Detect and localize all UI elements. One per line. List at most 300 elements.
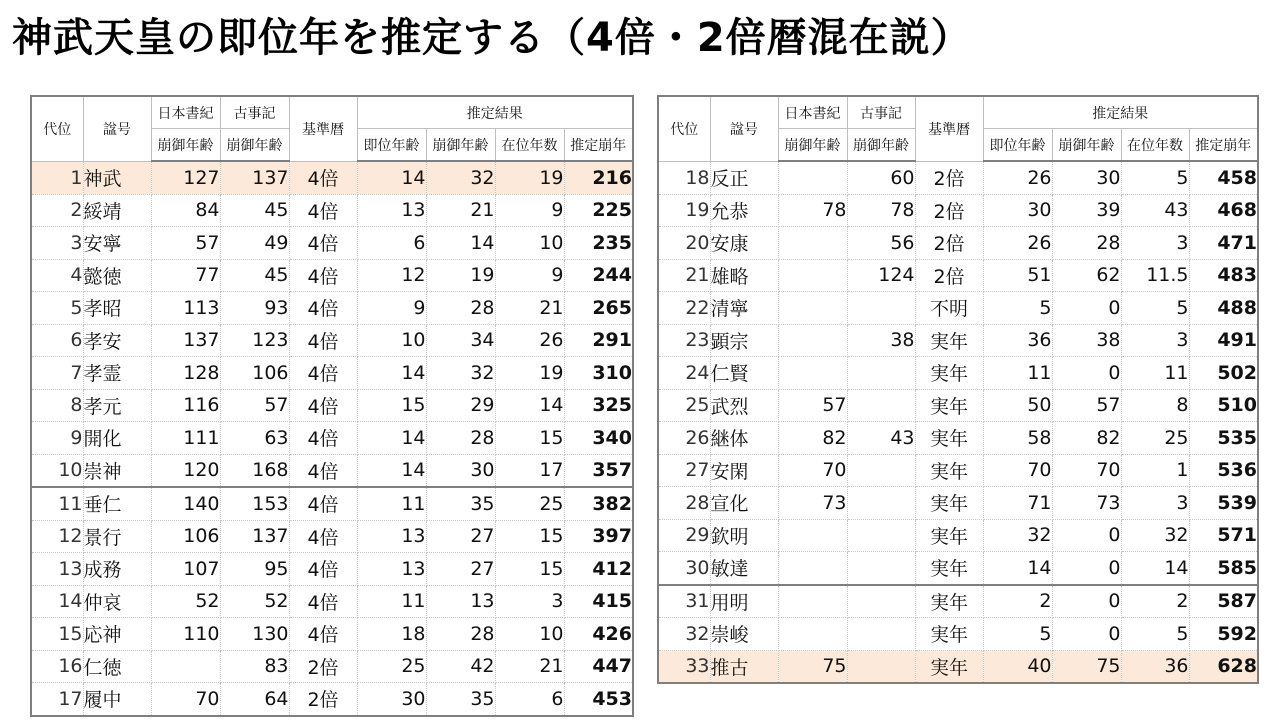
cell-nihonshoki-death-age <box>778 585 847 618</box>
left-table-body <box>31 161 633 716</box>
cell-accession-age: 11 <box>357 487 426 520</box>
header-no: 代位 <box>658 96 710 161</box>
cell-name: 孝霊 <box>83 357 151 390</box>
cell-reign-years: 36 <box>1121 650 1189 683</box>
cell-reign-years: 2 <box>1121 585 1189 618</box>
cell-kojiki-death-age: 45 <box>220 194 289 227</box>
cell-nihonshoki-death-age: 57 <box>778 389 847 422</box>
cell-no: 33 <box>658 650 710 683</box>
cell-est-death-year: 491 <box>1189 324 1258 357</box>
table-row <box>31 520 633 553</box>
cell-kojiki-death-age: 93 <box>220 292 289 325</box>
cell-accession-age: 32 <box>983 519 1052 552</box>
cell-no: 7 <box>31 357 83 390</box>
cell-no: 29 <box>658 519 710 552</box>
cell-kojiki-death-age: 137 <box>220 520 289 553</box>
cell-nihonshoki-death-age <box>151 650 220 683</box>
cell-nihonshoki-death-age <box>778 324 847 357</box>
cell-nihonshoki-death-age <box>778 618 847 651</box>
cell-name: 神武 <box>83 161 151 194</box>
cell-kojiki-death-age: 49 <box>220 227 289 260</box>
cell-death-age: 62 <box>1052 259 1121 292</box>
cell-accession-age: 14 <box>983 552 1052 585</box>
cell-est-death-year: 412 <box>564 553 633 586</box>
header-no: 代位 <box>31 96 83 161</box>
cell-name: 仲哀 <box>83 585 151 618</box>
cell-name: 仁賢 <box>710 357 778 390</box>
header-base: 基準暦 <box>289 96 357 161</box>
cell-no: 4 <box>31 259 83 292</box>
cell-est-death-year: 216 <box>564 161 633 194</box>
cell-name: 成務 <box>83 553 151 586</box>
cell-est-death-year: 471 <box>1189 227 1258 260</box>
cell-kojiki-death-age: 95 <box>220 553 289 586</box>
cell-reign-years: 3 <box>1121 324 1189 357</box>
table-row <box>658 618 1258 651</box>
cell-base: 4倍 <box>289 292 357 325</box>
cell-no: 31 <box>658 585 710 618</box>
cell-name: 継体 <box>710 422 778 455</box>
cell-death-age: 57 <box>1052 389 1121 422</box>
table-row <box>31 161 633 194</box>
cell-no: 25 <box>658 389 710 422</box>
table-row <box>31 553 633 586</box>
cell-kojiki-death-age: 153 <box>220 487 289 520</box>
cell-est-death-year: 340 <box>564 422 633 455</box>
cell-name: 推古 <box>710 650 778 683</box>
cell-accession-age: 15 <box>357 389 426 422</box>
cell-kojiki-death-age <box>847 552 915 585</box>
cell-base: 4倍 <box>289 487 357 520</box>
cell-est-death-year: 325 <box>564 389 633 422</box>
cell-est-death-year: 426 <box>564 618 633 651</box>
table-row <box>658 519 1258 552</box>
cell-est-death-year: 483 <box>1189 259 1258 292</box>
cell-reign-years: 10 <box>495 618 564 651</box>
cell-name: 武烈 <box>710 389 778 422</box>
cell-kojiki-death-age: 106 <box>220 357 289 390</box>
cell-no: 19 <box>658 194 710 227</box>
cell-kojiki-death-age: 43 <box>847 422 915 455</box>
cell-death-age: 82 <box>1052 422 1121 455</box>
cell-nihonshoki-death-age <box>778 161 847 194</box>
header-reign-years: 在位年数 <box>1121 129 1189 162</box>
cell-est-death-year: 265 <box>564 292 633 325</box>
cell-base: 実年 <box>915 357 983 390</box>
cell-kojiki-death-age: 56 <box>847 227 915 260</box>
cell-est-death-year: 357 <box>564 454 633 487</box>
cell-accession-age: 51 <box>983 259 1052 292</box>
header-nihonshoki-death-age: 崩御年齢 <box>778 129 847 162</box>
cell-est-death-year: 291 <box>564 324 633 357</box>
header-result: 推定結果 <box>357 96 633 129</box>
cell-name: 孝元 <box>83 389 151 422</box>
table-row <box>658 324 1258 357</box>
header-result: 推定結果 <box>983 96 1258 129</box>
cell-nihonshoki-death-age: 127 <box>151 161 220 194</box>
cell-reign-years: 11 <box>1121 357 1189 390</box>
cell-death-age: 30 <box>1052 161 1121 194</box>
header-kojiki-death-age: 崩御年齢 <box>847 129 915 162</box>
cell-death-age: 39 <box>1052 194 1121 227</box>
cell-no: 20 <box>658 227 710 260</box>
cell-death-age: 75 <box>1052 650 1121 683</box>
cell-kojiki-death-age: 63 <box>220 422 289 455</box>
cell-accession-age: 14 <box>357 161 426 194</box>
cell-base: 実年 <box>915 389 983 422</box>
cell-nihonshoki-death-age: 84 <box>151 194 220 227</box>
cell-reign-years: 1 <box>1121 454 1189 487</box>
cell-accession-age: 58 <box>983 422 1052 455</box>
cell-kojiki-death-age: 38 <box>847 324 915 357</box>
cell-nihonshoki-death-age <box>778 552 847 585</box>
cell-base: 4倍 <box>289 259 357 292</box>
cell-base: 不明 <box>915 292 983 325</box>
cell-nihonshoki-death-age: 116 <box>151 389 220 422</box>
table-row <box>658 194 1258 227</box>
cell-nihonshoki-death-age: 70 <box>151 683 220 716</box>
header-death-age: 崩御年齢 <box>1052 129 1121 162</box>
cell-base: 4倍 <box>289 389 357 422</box>
cell-base: 4倍 <box>289 585 357 618</box>
cell-kojiki-death-age: 124 <box>847 259 915 292</box>
cell-reign-years: 9 <box>495 259 564 292</box>
cell-no: 30 <box>658 552 710 585</box>
table-row <box>31 422 633 455</box>
cell-nihonshoki-death-age: 113 <box>151 292 220 325</box>
cell-nihonshoki-death-age: 82 <box>778 422 847 455</box>
header-name: 諡号 <box>710 96 778 161</box>
table-row <box>31 487 633 520</box>
table-row <box>31 194 633 227</box>
cell-nihonshoki-death-age: 77 <box>151 259 220 292</box>
cell-reign-years: 26 <box>495 324 564 357</box>
header-accession-age: 即位年齢 <box>357 129 426 162</box>
cell-base: 実年 <box>915 618 983 651</box>
table-row <box>658 487 1258 520</box>
cell-nihonshoki-death-age: 70 <box>778 454 847 487</box>
table-row <box>658 422 1258 455</box>
cell-accession-age: 10 <box>357 324 426 357</box>
cell-no: 23 <box>658 324 710 357</box>
table-row <box>31 683 633 716</box>
cell-death-age: 14 <box>426 227 495 260</box>
cell-kojiki-death-age <box>847 585 915 618</box>
header-nihonshoki: 日本書紀 <box>778 96 847 129</box>
cell-kojiki-death-age: 168 <box>220 454 289 487</box>
cell-no: 13 <box>31 553 83 586</box>
cell-no: 2 <box>31 194 83 227</box>
cell-name: 顕宗 <box>710 324 778 357</box>
cell-base: 2倍 <box>915 161 983 194</box>
cell-name: 安康 <box>710 227 778 260</box>
cell-no: 5 <box>31 292 83 325</box>
cell-reign-years: 15 <box>495 553 564 586</box>
cell-reign-years: 11.5 <box>1121 259 1189 292</box>
cell-name: 景行 <box>83 520 151 553</box>
cell-reign-years: 15 <box>495 520 564 553</box>
cell-reign-years: 8 <box>1121 389 1189 422</box>
cell-base: 4倍 <box>289 454 357 487</box>
cell-base: 4倍 <box>289 161 357 194</box>
cell-name: 欽明 <box>710 519 778 552</box>
table-row <box>658 650 1258 683</box>
cell-reign-years: 43 <box>1121 194 1189 227</box>
table-row <box>31 650 633 683</box>
cell-name: 開化 <box>83 422 151 455</box>
cell-death-age: 73 <box>1052 487 1121 520</box>
cell-name: 綏靖 <box>83 194 151 227</box>
cell-name: 用明 <box>710 585 778 618</box>
cell-est-death-year: 571 <box>1189 519 1258 552</box>
header-kojiki-death-age: 崩御年齢 <box>220 129 289 162</box>
cell-death-age: 38 <box>1052 324 1121 357</box>
header-reign-years: 在位年数 <box>495 129 564 162</box>
table-row <box>658 161 1258 194</box>
header-kojiki: 古事記 <box>847 96 915 129</box>
cell-est-death-year: 510 <box>1189 389 1258 422</box>
cell-accession-age: 18 <box>357 618 426 651</box>
cell-name: 崇神 <box>83 454 151 487</box>
cell-reign-years: 25 <box>495 487 564 520</box>
cell-no: 17 <box>31 683 83 716</box>
cell-kojiki-death-age: 57 <box>220 389 289 422</box>
cell-name: 允恭 <box>710 194 778 227</box>
cell-kojiki-death-age: 78 <box>847 194 915 227</box>
header-death-age: 崩御年齢 <box>426 129 495 162</box>
cell-name: 垂仁 <box>83 487 151 520</box>
cell-kojiki-death-age: 60 <box>847 161 915 194</box>
cell-name: 安閑 <box>710 454 778 487</box>
cell-kojiki-death-age: 123 <box>220 324 289 357</box>
cell-kojiki-death-age <box>847 292 915 325</box>
cell-est-death-year: 587 <box>1189 585 1258 618</box>
cell-kojiki-death-age <box>847 389 915 422</box>
cell-name: 崇峻 <box>710 618 778 651</box>
cell-nihonshoki-death-age: 78 <box>778 194 847 227</box>
cell-base: 実年 <box>915 422 983 455</box>
header-nihonshoki: 日本書紀 <box>151 96 220 129</box>
cell-death-age: 27 <box>426 520 495 553</box>
cell-kojiki-death-age: 64 <box>220 683 289 716</box>
cell-base: 実年 <box>915 650 983 683</box>
cell-nihonshoki-death-age: 128 <box>151 357 220 390</box>
cell-accession-age: 30 <box>983 194 1052 227</box>
table-row <box>31 585 633 618</box>
cell-no: 12 <box>31 520 83 553</box>
cell-death-age: 0 <box>1052 292 1121 325</box>
cell-base: 4倍 <box>289 194 357 227</box>
cell-accession-age: 36 <box>983 324 1052 357</box>
cell-base: 2倍 <box>915 227 983 260</box>
table-row <box>658 552 1258 585</box>
cell-kojiki-death-age: 130 <box>220 618 289 651</box>
cell-nihonshoki-death-age: 73 <box>778 487 847 520</box>
cell-accession-age: 11 <box>357 585 426 618</box>
cell-base: 4倍 <box>289 357 357 390</box>
cell-death-age: 21 <box>426 194 495 227</box>
cell-nihonshoki-death-age: 110 <box>151 618 220 651</box>
cell-kojiki-death-age <box>847 618 915 651</box>
table-row <box>658 585 1258 618</box>
cell-base: 実年 <box>915 519 983 552</box>
cell-est-death-year: 458 <box>1189 161 1258 194</box>
cell-est-death-year: 535 <box>1189 422 1258 455</box>
cell-accession-age: 70 <box>983 454 1052 487</box>
header-accession-age: 即位年齢 <box>983 129 1052 162</box>
table-row <box>31 259 633 292</box>
cell-reign-years: 10 <box>495 227 564 260</box>
cell-kojiki-death-age <box>847 519 915 552</box>
cell-death-age: 28 <box>426 618 495 651</box>
cell-accession-age: 2 <box>983 585 1052 618</box>
cell-reign-years: 19 <box>495 161 564 194</box>
cell-nihonshoki-death-age: 120 <box>151 454 220 487</box>
cell-base: 実年 <box>915 585 983 618</box>
cell-death-age: 29 <box>426 389 495 422</box>
cell-est-death-year: 536 <box>1189 454 1258 487</box>
cell-reign-years: 17 <box>495 454 564 487</box>
cell-reign-years: 25 <box>1121 422 1189 455</box>
cell-accession-age: 40 <box>983 650 1052 683</box>
cell-base: 実年 <box>915 324 983 357</box>
cell-nihonshoki-death-age <box>778 519 847 552</box>
cell-nihonshoki-death-age <box>778 227 847 260</box>
table-row <box>658 357 1258 390</box>
cell-base: 4倍 <box>289 422 357 455</box>
cell-name: 反正 <box>710 161 778 194</box>
cell-kojiki-death-age <box>847 454 915 487</box>
cell-death-age: 13 <box>426 585 495 618</box>
cell-est-death-year: 453 <box>564 683 633 716</box>
cell-nihonshoki-death-age: 111 <box>151 422 220 455</box>
cell-no: 28 <box>658 487 710 520</box>
cell-no: 26 <box>658 422 710 455</box>
cell-accession-age: 14 <box>357 357 426 390</box>
cell-death-age: 30 <box>426 454 495 487</box>
cell-base: 4倍 <box>289 227 357 260</box>
cell-no: 24 <box>658 357 710 390</box>
right-table <box>657 95 1259 684</box>
cell-death-age: 0 <box>1052 552 1121 585</box>
cell-reign-years: 5 <box>1121 161 1189 194</box>
cell-est-death-year: 539 <box>1189 487 1258 520</box>
cell-no: 6 <box>31 324 83 357</box>
cell-base: 4倍 <box>289 553 357 586</box>
cell-accession-age: 9 <box>357 292 426 325</box>
cell-reign-years: 21 <box>495 650 564 683</box>
cell-reign-years: 3 <box>495 585 564 618</box>
cell-reign-years: 3 <box>1121 227 1189 260</box>
cell-death-age: 70 <box>1052 454 1121 487</box>
cell-name: 安寧 <box>83 227 151 260</box>
cell-base: 2倍 <box>289 650 357 683</box>
cell-death-age: 32 <box>426 161 495 194</box>
cell-nihonshoki-death-age <box>778 357 847 390</box>
header-name: 諡号 <box>83 96 151 161</box>
cell-death-age: 0 <box>1052 357 1121 390</box>
cell-name: 清寧 <box>710 292 778 325</box>
header-kojiki: 古事記 <box>220 96 289 129</box>
cell-reign-years: 14 <box>1121 552 1189 585</box>
cell-nihonshoki-death-age: 75 <box>778 650 847 683</box>
cell-death-age: 28 <box>426 292 495 325</box>
cell-no: 16 <box>31 650 83 683</box>
cell-accession-age: 13 <box>357 194 426 227</box>
table-row <box>31 292 633 325</box>
cell-est-death-year: 382 <box>564 487 633 520</box>
table-row <box>658 227 1258 260</box>
header-est-death-year: 推定崩年 <box>1189 129 1258 162</box>
cell-accession-age: 5 <box>983 292 1052 325</box>
cell-name: 応神 <box>83 618 151 651</box>
cell-base: 2倍 <box>915 194 983 227</box>
cell-death-age: 35 <box>426 487 495 520</box>
cell-base: 実年 <box>915 454 983 487</box>
header-base: 基準暦 <box>915 96 983 161</box>
cell-nihonshoki-death-age: 107 <box>151 553 220 586</box>
cell-base: 4倍 <box>289 324 357 357</box>
cell-name: 敏達 <box>710 552 778 585</box>
right-table-body <box>658 161 1258 683</box>
cell-accession-age: 25 <box>357 650 426 683</box>
cell-no: 11 <box>31 487 83 520</box>
cell-no: 14 <box>31 585 83 618</box>
cell-reign-years: 9 <box>495 194 564 227</box>
cell-kojiki-death-age <box>847 487 915 520</box>
cell-death-age: 0 <box>1052 618 1121 651</box>
cell-accession-age: 13 <box>357 553 426 586</box>
table-row <box>31 227 633 260</box>
cell-accession-age: 13 <box>357 520 426 553</box>
table-row <box>31 618 633 651</box>
cell-name: 仁徳 <box>83 650 151 683</box>
cell-est-death-year: 628 <box>1189 650 1258 683</box>
cell-base: 2倍 <box>915 259 983 292</box>
cell-accession-age: 26 <box>983 227 1052 260</box>
cell-death-age: 19 <box>426 259 495 292</box>
cell-reign-years: 15 <box>495 422 564 455</box>
cell-kojiki-death-age <box>847 357 915 390</box>
cell-accession-age: 6 <box>357 227 426 260</box>
cell-death-age: 34 <box>426 324 495 357</box>
cell-no: 10 <box>31 454 83 487</box>
cell-est-death-year: 447 <box>564 650 633 683</box>
cell-base: 4倍 <box>289 618 357 651</box>
cell-name: 孝昭 <box>83 292 151 325</box>
cell-accession-age: 14 <box>357 454 426 487</box>
cell-est-death-year: 585 <box>1189 552 1258 585</box>
cell-reign-years: 19 <box>495 357 564 390</box>
cell-est-death-year: 592 <box>1189 618 1258 651</box>
cell-kojiki-death-age: 137 <box>220 161 289 194</box>
table-row <box>31 324 633 357</box>
cell-nihonshoki-death-age: 137 <box>151 324 220 357</box>
cell-death-age: 28 <box>426 422 495 455</box>
page-title: 神武天皇の即位年を推定する（4倍・2倍暦混在説） <box>12 15 972 61</box>
cell-no: 9 <box>31 422 83 455</box>
cell-death-age: 0 <box>1052 585 1121 618</box>
cell-name: 懿徳 <box>83 259 151 292</box>
cell-nihonshoki-death-age: 57 <box>151 227 220 260</box>
cell-death-age: 27 <box>426 553 495 586</box>
cell-est-death-year: 488 <box>1189 292 1258 325</box>
cell-accession-age: 5 <box>983 618 1052 651</box>
cell-name: 雄略 <box>710 259 778 292</box>
cell-est-death-year: 468 <box>1189 194 1258 227</box>
cell-accession-age: 14 <box>357 422 426 455</box>
cell-kojiki-death-age: 83 <box>220 650 289 683</box>
